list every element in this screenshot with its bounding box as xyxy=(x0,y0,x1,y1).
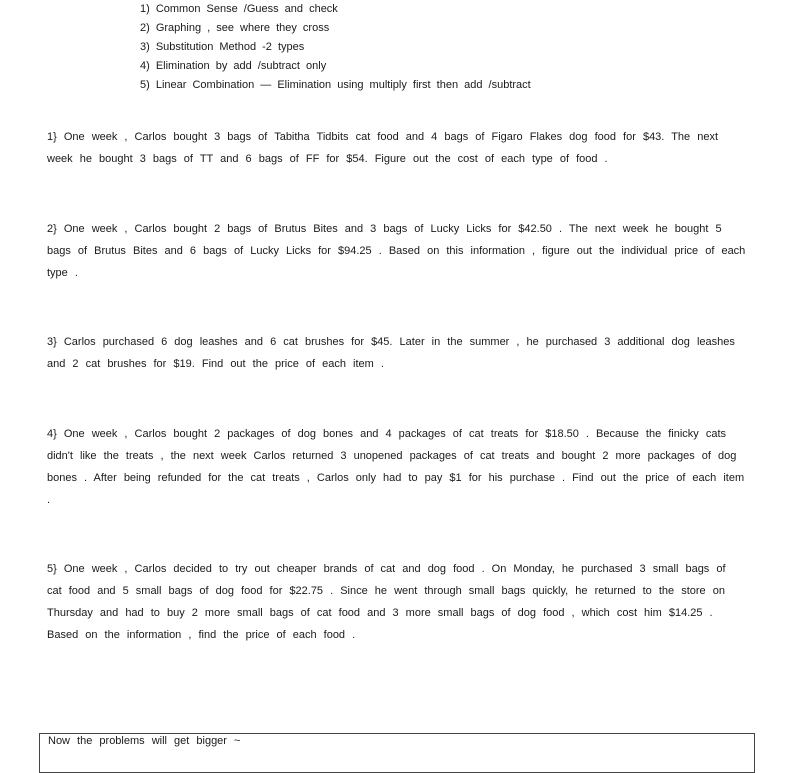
method-item: 5) Linear Combination — Elimination using multiply first then add /subtract xyxy=(140,79,531,91)
method-item: 2) Graphing , see where they cross xyxy=(140,22,330,34)
problem-text: 1} One week , Carlos bought 3 bags of Tabitha Tidbits cat food and 4 bags of Figaro Flakes dog food for $43. The next week he bought 3 bags of TT and 6 bags of FF for $54. Figure out the cost of each type of food . xyxy=(47,131,719,165)
problem-1 xyxy=(47,126,747,170)
method-item: 1) Common Sense /Guess and check xyxy=(140,3,338,15)
problem-3 xyxy=(47,331,747,375)
problem-5 xyxy=(47,558,747,646)
footer-note-box xyxy=(39,733,755,773)
method-item: 3) Substitution Method -2 types xyxy=(140,41,305,53)
method-item: 4) Elimination by add /subtract only xyxy=(140,60,327,72)
problem-text: 4} One week , Carlos bought 2 packages of dog bones and 4 packages of cat treats for $18.50 . Because the finicky cats didn't like the treats , the next week Carlos returned 3 unopened packages of cat treats and bought 2 more packages of dog bones . After being refunded for the cat treats , Carlos only had to pay $1 for his purchase . Find out the price of each item . xyxy=(47,428,745,506)
problem-4 xyxy=(47,423,747,511)
problem-text: 2} One week , Carlos bought 2 bags of Brutus Bites and 3 bags of Lucky Licks for $42.50 . The next week he bought 5 bags of Brutus Bites and 6 bags of Lucky Licks for $94.25 . Based on this information , figure out the individual price of each type . xyxy=(47,223,746,279)
problem-text: 5} One week , Carlos decided to try out cheaper brands of cat and dog food . On Monday, he purchased 3 small bags of cat food and 5 small bags of dog food for $22.75 . Since he went through small bags quickly, he returned to the store on Thursday and had to buy 2 more small bags of cat food and 3 more small bags of dog food , which cost him $14.25 . Based on the information , find the price of each food . xyxy=(47,563,726,641)
problem-text: 3} Carlos purchased 6 dog leashes and 6 cat brushes for $45. Later in the summer , he purchased 3 additional dog leashes and 2 cat brushes for $19. Find out the price of each item . xyxy=(47,336,735,370)
footer-note: Now the problems will get bigger ~ xyxy=(48,735,241,747)
methods-list xyxy=(140,0,531,95)
problem-2 xyxy=(47,218,747,284)
